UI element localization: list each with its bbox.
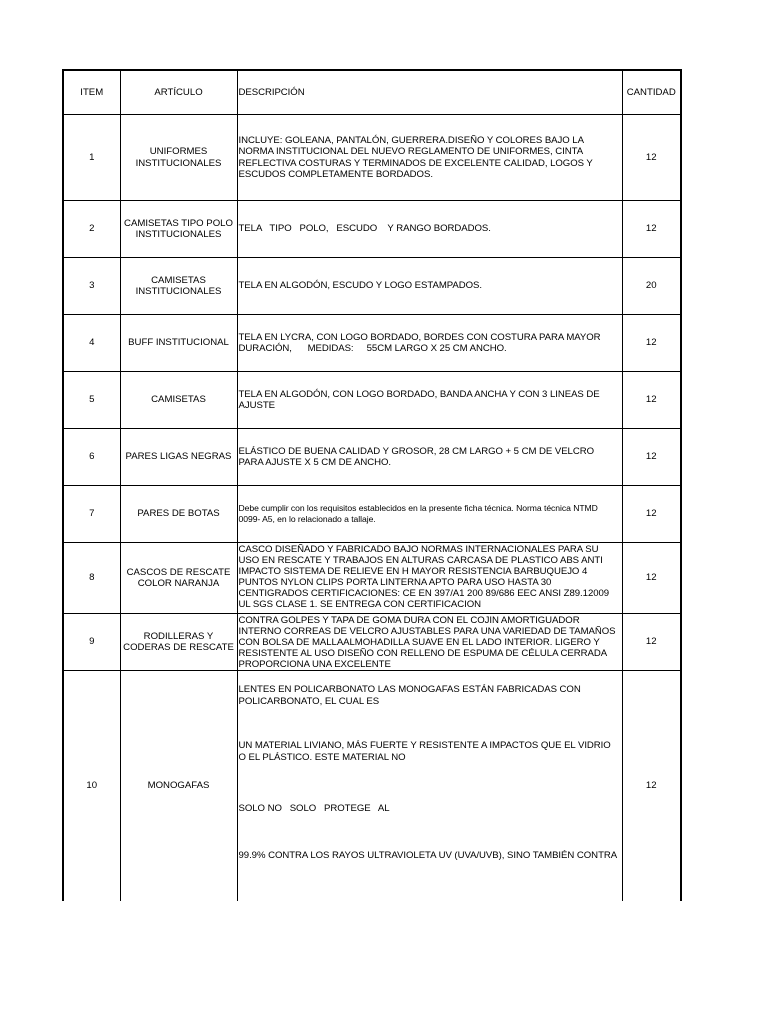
table-row bbox=[63, 429, 681, 486]
cell-descripcion bbox=[237, 671, 622, 901]
cell-item: 1 bbox=[63, 115, 120, 201]
desc-part: LENTES EN POLICARBONATO LAS MONOGAFAS ESTÁN FABRICADAS CON POLICARBONATO, EL CUAL ES bbox=[238, 684, 581, 707]
cell-item: 7 bbox=[63, 486, 120, 543]
cell-item: 8 bbox=[63, 543, 120, 614]
table-row bbox=[63, 258, 681, 315]
cell-articulo: PARES LIGAS NEGRAS bbox=[120, 429, 237, 486]
desc-part: 99.9% CONTRA LOS RAYOS ULTRAVIOLETA UV (UVA/UVB), SINO TAMBIÉN CONTRA bbox=[238, 849, 618, 861]
cell-item: 4 bbox=[63, 315, 120, 372]
table-header-row bbox=[63, 70, 681, 115]
cell-cantidad: 12 bbox=[622, 614, 681, 671]
cell-articulo: RODILLERAS Y CODERAS DE RESCATE bbox=[120, 614, 237, 671]
table-row bbox=[63, 671, 681, 901]
cell-cantidad: 12 bbox=[622, 429, 681, 486]
cell-articulo: MONOGAFAS bbox=[120, 671, 237, 901]
table-row bbox=[63, 115, 681, 201]
cell-cantidad: 20 bbox=[622, 258, 681, 315]
table-row bbox=[63, 543, 681, 614]
table-row bbox=[63, 486, 681, 543]
cell-articulo: CAMISETAS bbox=[120, 372, 237, 429]
cell-item: 5 bbox=[63, 372, 120, 429]
header-cantidad: CANTIDAD bbox=[622, 70, 681, 115]
cell-cantidad: 12 bbox=[622, 201, 681, 258]
cell-descripcion: TELA EN ALGODÓN, ESCUDO Y LOGO ESTAMPADOS. bbox=[237, 258, 622, 315]
cell-articulo: CASCOS DE RESCATE COLOR NARANJA bbox=[120, 543, 237, 614]
cell-cantidad: 12 bbox=[622, 486, 681, 543]
cell-descripcion-text: CASCO DISEÑADO Y FABRICADO BAJO NORMAS INTERNACIONALES PARA SU USO EN RESCATE Y TRABAJOS EN ALTURAS CARCASA DE PLASTICO ABS ANTI IMPACTO SISTEMA DE RELIEVE EN H MAYOR RESISTENCIA BARBUQUEJO 4 PUNTOS NYLON CLIPS PORTA LINTERNA APTO PARA USO HASTA 30 CENTIGRADOS CERTIFICACIONES: CE EN 397/A1 200 89/686 EEC ANSI Z89.12009 UL SGS CLASE 1. SE ENTREGA CON CERTIFICACION bbox=[238, 544, 610, 610]
cell-cantidad: 12 bbox=[622, 315, 681, 372]
table-row bbox=[63, 372, 681, 429]
cell-articulo: CAMISETAS TIPO POLO INSTITUCIONALES bbox=[120, 201, 237, 258]
cell-descripcion: TELA EN LYCRA, CON LOGO BORDADO, BORDES CON COSTURA PARA MAYOR DURACIÓN, MEDIDAS: 55CM LARGO X 25 CM ANCHO. bbox=[237, 315, 622, 372]
table-row bbox=[63, 614, 681, 671]
header-descripcion: DESCRIPCIÓN bbox=[237, 70, 622, 115]
cell-cantidad: 12 bbox=[622, 372, 681, 429]
cell-cantidad: 12 bbox=[622, 671, 681, 901]
cell-cantidad: 12 bbox=[622, 115, 681, 201]
cell-descripcion bbox=[237, 543, 622, 614]
table-row bbox=[63, 201, 681, 258]
cell-articulo: PARES DE BOTAS bbox=[120, 486, 237, 543]
cell-descripcion: TELA EN ALGODÓN, CON LOGO BORDADO, BANDA ANCHA Y CON 3 LINEAS DE AJUSTE bbox=[237, 372, 622, 429]
desc-part: SOLO NO SOLO PROTEGE AL bbox=[238, 803, 390, 814]
cell-articulo: UNIFORMES INSTITUCIONALES bbox=[120, 115, 237, 201]
table-row bbox=[63, 315, 681, 372]
cell-descripcion: ELÁSTICO DE BUENA CALIDAD Y GROSOR, 28 CM LARGO + 5 CM DE VELCRO PARA AJUSTE X 5 CM DE ANCHO. bbox=[237, 429, 622, 486]
header-item: ITEM bbox=[63, 70, 120, 115]
cell-articulo: BUFF INSTITUCIONAL bbox=[120, 315, 237, 372]
desc-part: UN MATERIAL LIVIANO, MÁS FUERTE Y RESISTENTE A IMPACTOS QUE EL VIDRIO O EL PLÁSTICO. ESTE MATERIAL NO bbox=[238, 740, 611, 763]
cell-item: 10 bbox=[63, 671, 120, 901]
cell-descripcion: Debe cumplir con los requisitos establecidos en la presente ficha técnica. Norma técnica NTMD 0099- A5, en lo relacionado a tallaje. bbox=[237, 486, 622, 543]
cell-descripcion-text: CONTRA GOLPES Y TAPA DE GOMA DURA CON EL COJIN AMORTIGUADOR INTERNO CORREAS DE VELCRO AJUSTABLES PARA UNA VARIEDAD DE TAMAÑOS CON BOLSA DE MALLAALMOHADILLA SUAVE EN EL LADO INTERIOR. LIGERO Y RESISTENTE AL USO DISEÑO CON RELLENO DE ESPUMA DE CÉLULA CERRADA PROPORCIONA UNA EXCELENTE bbox=[238, 614, 616, 670]
header-articulo: ARTÍCULO bbox=[120, 70, 237, 115]
cell-articulo: CAMISETAS INSTITUCIONALES bbox=[120, 258, 237, 315]
cell-descripcion: INCLUYE: GOLEANA, PANTALÓN, GUERRERA.DISEÑO Y COLORES BAJO LA NORMA INSTITUCIONAL DEL NUEVO REGLAMENTO DE UNIFORMES, CINTA REFLECTIVA COSTURAS Y TERMINADOS DE EXCELENTE CALIDAD, LOGOS Y ESCUDOS COMPLETAMENTE BORDADOS. bbox=[237, 115, 622, 201]
cell-item: 6 bbox=[63, 429, 120, 486]
cell-descripcion: TELA TIPO POLO, ESCUDO Y RANGO BORDADOS. bbox=[237, 201, 622, 258]
cell-item: 9 bbox=[63, 614, 120, 671]
cell-item: 3 bbox=[63, 258, 120, 315]
items-table bbox=[62, 69, 682, 901]
cell-descripcion bbox=[237, 614, 622, 671]
cell-item: 2 bbox=[63, 201, 120, 258]
cell-cantidad: 12 bbox=[622, 543, 681, 614]
